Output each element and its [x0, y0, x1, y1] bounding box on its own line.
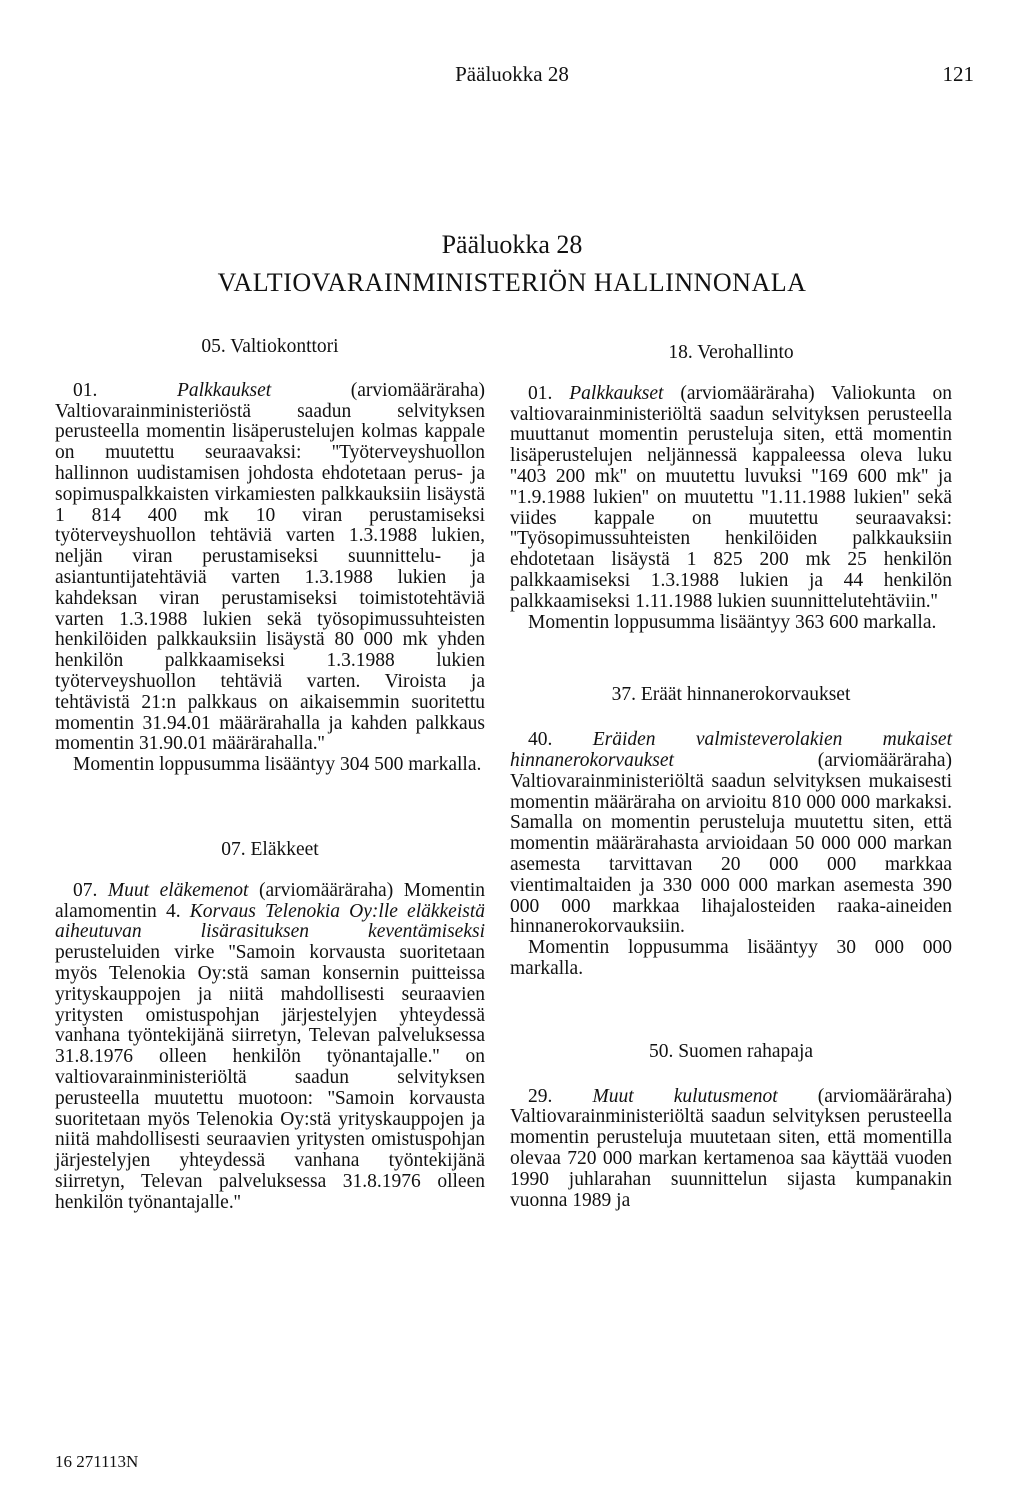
running-header — [0, 62, 1024, 86]
item-05-01 — [55, 381, 485, 755]
item-body: Valtiovarainministeriöltä saadun selvityksen mukaisesti momentin määräraha on arvioitu 810 000 000 markaksi. Samalla on momentin perusteluja muutettu siten, että momentin määrärahasta arvioidaan 50 000 000 markan asemesta tarvittavan 20 000 000 markkaa vientimaltaiden ja 330 000 000 markan asemesta 390 000 000 markkaa lihajalosteiden raaka-aineiden hinnanerokorvauksiin. — [510, 770, 952, 938]
item-italic-title: Korvaus Telenokia Oy:lle eläkkeistä aiheutuvan lisärasituksen keventämiseksi — [55, 900, 485, 943]
item-37-40-total: Momentin loppusumma lisääntyy 30 000 000 markalla. — [510, 937, 952, 979]
item-title: Palkkaukset — [176, 379, 272, 401]
item-lead: Momentin alamomentin 4. — [55, 879, 485, 922]
item-18-01 — [510, 384, 952, 613]
chapter-title: Pääluokka 28 — [441, 230, 583, 259]
item-body: perusteluiden virke ''Samoin korvausta suoritetaan myös Telenokia Oy:stä saman konsernin puitteissa yrityskauppojen ja niitä mahdollisesti seuraavien yritysten omistuspohjan järjestelyjen yhteydessä vanhana työntekijänä siirretyn, Televan palveluksessa 31.8.1976 olleen henkilön työnantajalle.'' on valtiovarainministeriöltä saadun selvityksen perusteella muutettu muotoon: ''Samoin korvausta suoritetaan myös Telenokia Oy:stä yrityskauppojen ja niitä mahdollisesti seuraavien yritysten omistuspohjan järjestelyjen yhteydessä vanhana työntekijänä siirretyn, Televan palveluksessa 31.8.1976 olleen henkilön työnantajalle.'' — [55, 942, 485, 1213]
item-50-29 — [510, 1087, 952, 1212]
running-header-title: Pääluokka 28 — [455, 62, 569, 86]
item-body: Valtiovarainministeriöltä saadun selvityksen perusteella momentin perusteluja muutetaan siten, että momentilla olevaa 720 000 markan kertamenoa saa käyttää vuoden 1990 juhlarahan suunnittelun sijasta kumpanakin vuonna 1989 ja — [510, 1106, 952, 1211]
item-title: Palkkaukset — [569, 382, 664, 404]
item-title: Eräiden valmisteverolakien mukaiset hinnanerokorvaukset — [510, 729, 952, 771]
item-type: (arviomääräraha) — [350, 379, 486, 401]
item-body: Valtiovarainministeriöstä saadun selvityksen perusteella momentin lisäperustelujen kolmas kappale on muutettu seuraavaksi: ''Työterveyshuollon hallinnon uudistamisen johdosta ehdotetaan perus- ja sopimuspalkkaisten virkamiesten palkkauksiin lisäystä 1 814 400 mk 10 viran perustamiseksi työterveyshuollon tehtäviä varten 1.3.1988 lukien, neljän viran perustamiseksi suunnittelu- ja asiantuntijatehtäviä varten 1.3.1988 lukien ja kahdeksan viran perustamiseksi toimistotehtäviä varten 1.3.1988 lukien sekä työsopimussuhteisten henkilöiden palkkauksiin lisäystä 80 000 mk yhden henkilön palkkaamiseksi 1.3.1988 lukien työterveyshuollon tehtäviä varten. Viroista ja tehtävistä 21:n palkkaus on aikaisemmin suoritettu momentin 31.94.01 määrärahalla ja kahden palkkaus momentin 31.90.01 määrärahalla.'' — [55, 400, 485, 755]
item-title: Muut eläkemenot — [107, 879, 249, 901]
item-title: Muut kulutusmenot — [592, 1085, 778, 1107]
item-number: 29. — [528, 1085, 553, 1107]
section-heading-18: 18. Verohallinto — [668, 342, 794, 363]
chapter-subtitle: VALTIOVARAINMINISTERIÖN HALLINNONALA — [217, 268, 807, 297]
item-37-40 — [510, 730, 952, 938]
item-type: (arviomääräraha) — [817, 1085, 952, 1107]
section-heading-50: 50. Suomen rahapaja — [648, 1040, 814, 1062]
item-05-01-total: Momentin loppusumma lisääntyy 304 500 markalla. — [73, 754, 482, 776]
page-number: 121 — [942, 62, 974, 86]
item-number: 01. — [528, 382, 553, 404]
item-18-01-total: Momentin loppusumma lisääntyy 363 600 markalla. — [528, 611, 937, 633]
section-heading-37: 37. Eräät hinnanerokorvaukset — [611, 684, 851, 706]
item-number: 40. — [528, 729, 553, 751]
item-type: (arviomääräraha) — [680, 382, 815, 404]
item-number: 07. — [73, 879, 98, 901]
item-type: (arviomääräraha) — [258, 879, 394, 901]
left-column — [55, 337, 485, 1213]
footer-code: 16 271113N — [55, 1452, 139, 1471]
section-heading-05: 05. Valtiokonttori — [201, 336, 339, 357]
item-body: Valiokunta on valtiovarainministeriöltä saadun selvityksen perusteella muuttanut momentin perusteluja siten, että momentin lisäperustelujen neljännessä kappaleessa oleva luku ''403 200 mk'' on muutettu luvuksi ''169 600 mk'' ja ''1.9.1988 lukien'' on muutettu ''1.11.1988 lukien'' sekä viides kappale on muutettu seuraavaksi: ''Työsopimussuhteisten henkilöiden palkkauksiin ehdotetaan lisäystä 1 825 200 mk 25 henkilön palkkaamiseksi 1.3.1988 lukien ja 44 henkilön palkkaamiseksi 1.11.1988 lukien suunnittelutehtäviin.'' — [510, 382, 953, 612]
section-heading-07: 07. Eläkkeet — [221, 838, 319, 860]
item-type: (arviomääräraha) — [817, 749, 952, 771]
item-number: 01. — [73, 379, 98, 401]
item-07-07 — [55, 881, 485, 1214]
right-column — [510, 343, 952, 1211]
